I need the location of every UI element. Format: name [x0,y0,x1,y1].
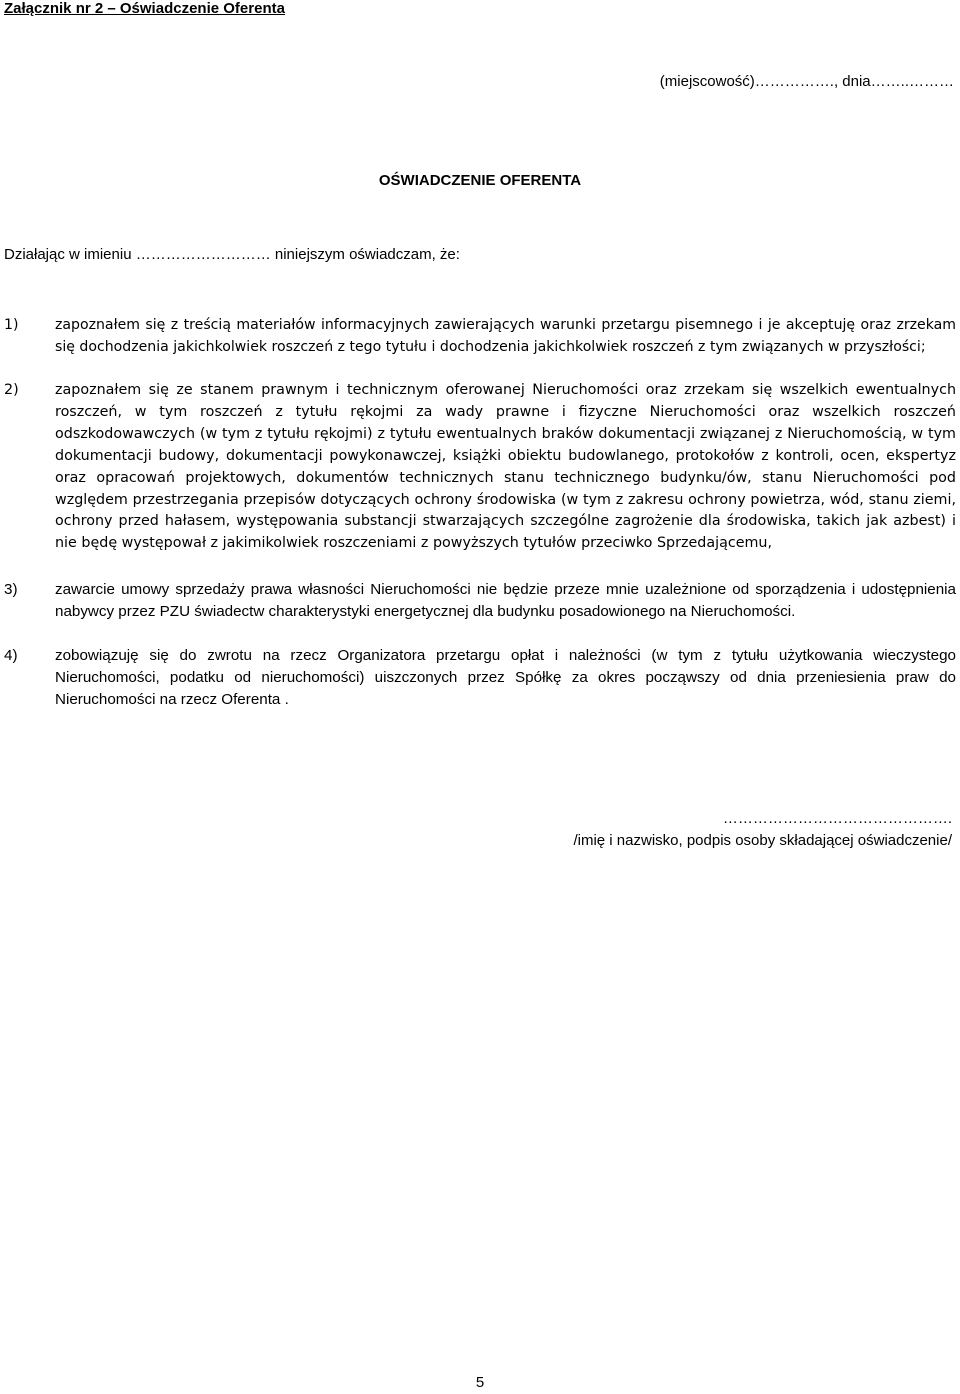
statement-item-2 [4,380,956,555]
item-number: 1) [4,317,19,333]
statement-item-1 [4,315,956,358]
item-number: 2) [4,382,19,398]
item-number: 4) [4,647,18,664]
page-number: 5 [475,1374,485,1391]
item-text: zobowiązuję się do zwrotu na rzecz Organizatora przetargu opłat i należności (w tym z tytułu użytkowania wieczystego Nieruchomości, podatku od nieruchomości) uiszczonych przez Spółkę za okres począwszy od dnia przeniesienia praw do Nieruchomości na rzecz Oferenta . [55,647,956,708]
intro-line: Działając w imieniu ……………………… niniejszym oświadczam, że: [4,246,460,263]
signature-caption: /imię i nazwisko, podpis osoby składającej oświadczenie/ [573,832,952,849]
statement-item-3 [4,579,956,623]
place-date-line: (miejscowość)……………., dnia……..……… [659,73,954,90]
signature-line: ………………………………………. [722,810,952,827]
item-text: zapoznałem się ze stanem prawnym i technicznym oferowanej Nieruchomości oraz zrzekam się wszelkich ewentualnych roszczeń, w tym roszczeń z tytułu rękojmi za wady prawne i fizyczne Nieruchomości oraz wszelkich roszczeń odszkodowawczych (w tym z tytułu rękojmi) z tytułu ewentualnych braków dokumentacji związanej z Nieruchomością, w tym dokumentacji budowy, dokumentacji powykonawczej, książki obiektu budowlanego, protokołów z kontroli, ocen, ekspertyz oraz opracowań projektowych, dokumentów technicznych stanu technicznego budynku/ów, stanu Nieruchomości pod względem przestrzegania przepisów dotyczących ochrony środowiska (w tym z zakresu ochrony powietrza, wód, stanu ziemi, ochrony przed hałasem, występowania substancji stwarzających szczególne zagrożenie dla środowiska, takich jak azbest) i nie będę występował z jakimikolwiek roszczeniami z powyższych tytułów przeciwko Sprzedającemu, [55,382,956,552]
statement-item-4 [4,645,956,710]
item-text: zapoznałem się z treścią materiałów informacyjnych zawierających warunki przetargu pisemnego i je akceptuję oraz zrzekam się dochodzenia jakichkolwiek roszczeń z tego tytułu i dochodzenia jakichkolwiek roszczeń z tym związanych w przyszłości; [55,317,956,355]
document-header: Załącznik nr 2 – Oświadczenie Oferenta [4,0,285,17]
item-text: zawarcie umowy sprzedaży prawa własności Nieruchomości nie będzie przeze mnie uzależnione od sporządzenia i udostępnienia nabywcy przez PZU świadectw charakterystyki energetycznej dla budynku posadowionego na Nieruchomości. [55,581,956,620]
item-number: 3) [4,581,18,598]
document-title: OŚWIADCZENIE OFERENTA [378,172,582,189]
